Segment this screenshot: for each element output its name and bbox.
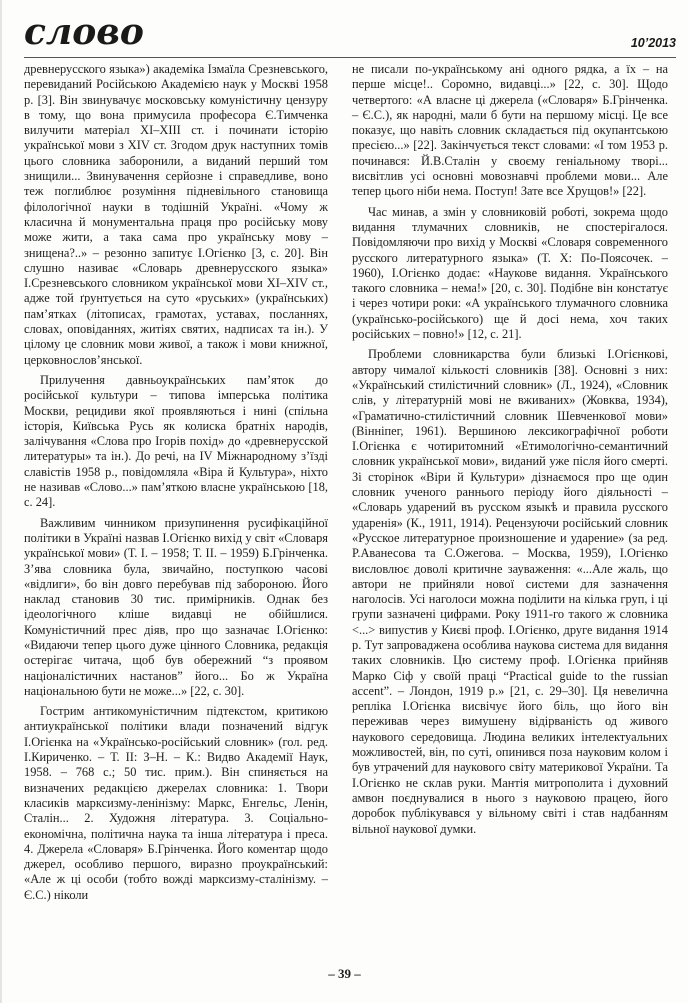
paragraph: не писали по-українському ані одного рядка, а їх – на перше місце!.. Соромно, видавці...» [22, с. 30]. Щодо четвертого: «А власне ці джерела («Словаря» Б.Грінченка. – Є.С.), як народні, мали б бути на першому місці. Це все показує, що навіть словник складається під окупантською пресією...» [22]. Закінчується текст словами: «І том 1953 р. починався: Й.В.Сталін у своєму геніальному творі... висвітлив усі основні мовознавчі проблеми мови... Але тепер цього ніби нема. Поступ! Зате все Хрущов!» [22]. <box>352 62 668 199</box>
right-column <box>352 62 668 842</box>
issue-number: 10’2013 <box>630 36 676 50</box>
paragraph: Час минав, а змін у словниковій роботі, зокрема щодо видання тлумачних словників, не спостерігалося. Повідомляючи про вихід у Москві «Словаря современного русского литературного языка» (Т. Х: По-Поясочек. – 1960), І.Огієнко додає: «Наукове видання. Українського такого словника – нема!» [20, с. 30]. Подібне він констатує і через чотири роки: «А українського тлумачного словника (українсько-російського) ще й досі нема, хоч таких російських – повно!» [12, с. 21]. <box>352 204 668 342</box>
left-column <box>24 62 328 908</box>
magazine-logo: слово <box>24 11 144 53</box>
page-number: – 39 – <box>328 966 361 981</box>
page-header <box>24 10 676 58</box>
paragraph: Гострим антикомуністичним підтекстом, критикою антиукраїнської політики влади позначений відгук І.Огієнка на «Українсько-російський словник» (гол. ред. І.Кириченко. – Т. ІІ: З–Н. – К.: Видво Академії Наук, 1958. – 768 с.; 50 тис. прим.). Він спиняється на визначених редакцією джерелах словника: 1. Твори класиків марксизму-ленінізму: Маркс, Енгельс, Ленін, Сталін... 2. Художня література. 3. Соціально-економічна, політична наука та інша література і преса. 4. Джерела «Словаря» Б.Грінченка. Його коментар щодо джерел, особливо першого, виразно проукраїнський: «Але ж ці особи (тобто вожді марксизму-сталінізму. – Є.С.) ніколи <box>24 704 328 902</box>
header-divider <box>24 57 676 58</box>
paragraph: Прилучення давньоукраїнських пам’яток до російської культури – типова імперська політика Москви, рецидиви якої проявляються і нині (спільна історія, Київська Русь як колиска братніх народів, залічування «Слова про Ігорів похід» до «древнерусской литературы» та ін.). До речі, на IV Міжнародному з’їзді славістів 1958 р., повідомляла «Віра й Культура», ніхто не називав «Слово...» пам’яткою власне українською [18, с. 24]. <box>24 372 328 510</box>
paragraph: Проблеми словникарства були близькі І.Огієнкові, автору чималої кількості словників [38]. Основні з них: «Український стилістичний словник» (Л., 1924), «Словник слів, у літературній мові не вживаних» (Жовква, 1934), «Граматично-стилістичний словник Шевченкової мови» (Вінніпег, 1961). Вершиною лексикографічної роботи І.Огієнка є чотиритомний «Етимологічно-семантичний словник української мови», виданий уже після його смерті. Зі сторінок «Віри й Культури» дізнаємося про ще один словник ученого раннього періоду його діяльності – «Словарь ударений въ русском языкѣ и правила русского ударенія» (К., 1911, 1914). Рецензуючи російський словник «Русское литературное произношение и ударение» (за ред. Р.Аванесова та С.Ожегова. – Москва, 1959), І.Огієнко висловлює доволі критичне зауваження: «...Але жаль, що автори не прийняли нової системи для зазначення наголосів. Усі наголоси можна поділити на кілька груп, і ці групи зазначені цифрами. Року 1911-го такого ж словника <...> випустив у Києві проф. І.Огієнко, друге видання 1914 р. Тут запроваджена особлива наукова система для видання таких словників. Цю систему проф. І.Огієнка прийняв Марко Сіф у своїй праці “Practical guide to the russian accent”. – Лондон, 1919 р.» [21, с. 29–30]. Ця невелична репліка І.Огієнка висвічує його біль, що його він переживав через вимушену відірваність од живого наукового середовища. Людина великих інтелектуальних можливостей, він, по суті, опинився поза науковим колом і був утрачений для наукового світу материкової України. Та І.Огієнко не склав руки. Мантія митрополита і духовний амвон поєднувалися в нього з науковою працею, його доробок публікувався у вільному світі і став надбанням вільної наукової думки. <box>352 347 668 836</box>
paragraph: древнерусского языка») академіка Ізмаїла Срезневського, перевиданий Російською Академією наук у Москві 1958 р. [3]. Він звинувачує московську комуністичну цензуру в тому, що вона примусила професора Є.Тимченка вилучити матеріал XI–XIII ст. і починати історію української мови з XIV ст. Згодом друк наступних томів цього словника заборонили, а виданий перший том знищили... Звинувачення серйозне і справедливе, воно теж поглиблює розуміння підневільного становища філологічної науки в тодішній Україні. «Чому ж класична й монументальна праця про російську мову може жити, а така сама про українську мову – знищена?..» – резонно запитує І.Огієнко [3, с. 20]. Він слушно називає «Словарь древнерусского языка» І.Срезневського словником української мови XI–XIV ст., адже той ґрунтується на суто «руських» (українських) пам’ятках (літописах, грамотах, уставах, посланнях, словах, оповіданнях, житіях святих, надписах та ін.). У цілому це словник мови живої, а також і мови книжної, церковнослов’янської. <box>24 62 328 367</box>
scan-edge <box>0 0 2 1003</box>
paragraph: Важливим чинником призупинення русифікаційної політики в Україні назвав І.Огієнко вихід у світ «Словаря української мови» (Т. І. – 1958; Т. ІІ. – 1959) Б.Грінченка. З’ява словника була, звичайно, поступкою часові «відлиги», бо він довго перебував під забороною. Його наклад становив 30 тис. примірників. Однак без ідеологічного кліше видавці не обійшлися. Комуністичний прес діяв, про що зазначає І.Огієнко: «Видаючи тепер цього дуже цінного Словника, редакція остерігає читача, щоб був обережний “з проявом націоналістичних настанов” його... Бо ж Україна національною бути не може...» [22, с. 30]. <box>24 515 328 698</box>
